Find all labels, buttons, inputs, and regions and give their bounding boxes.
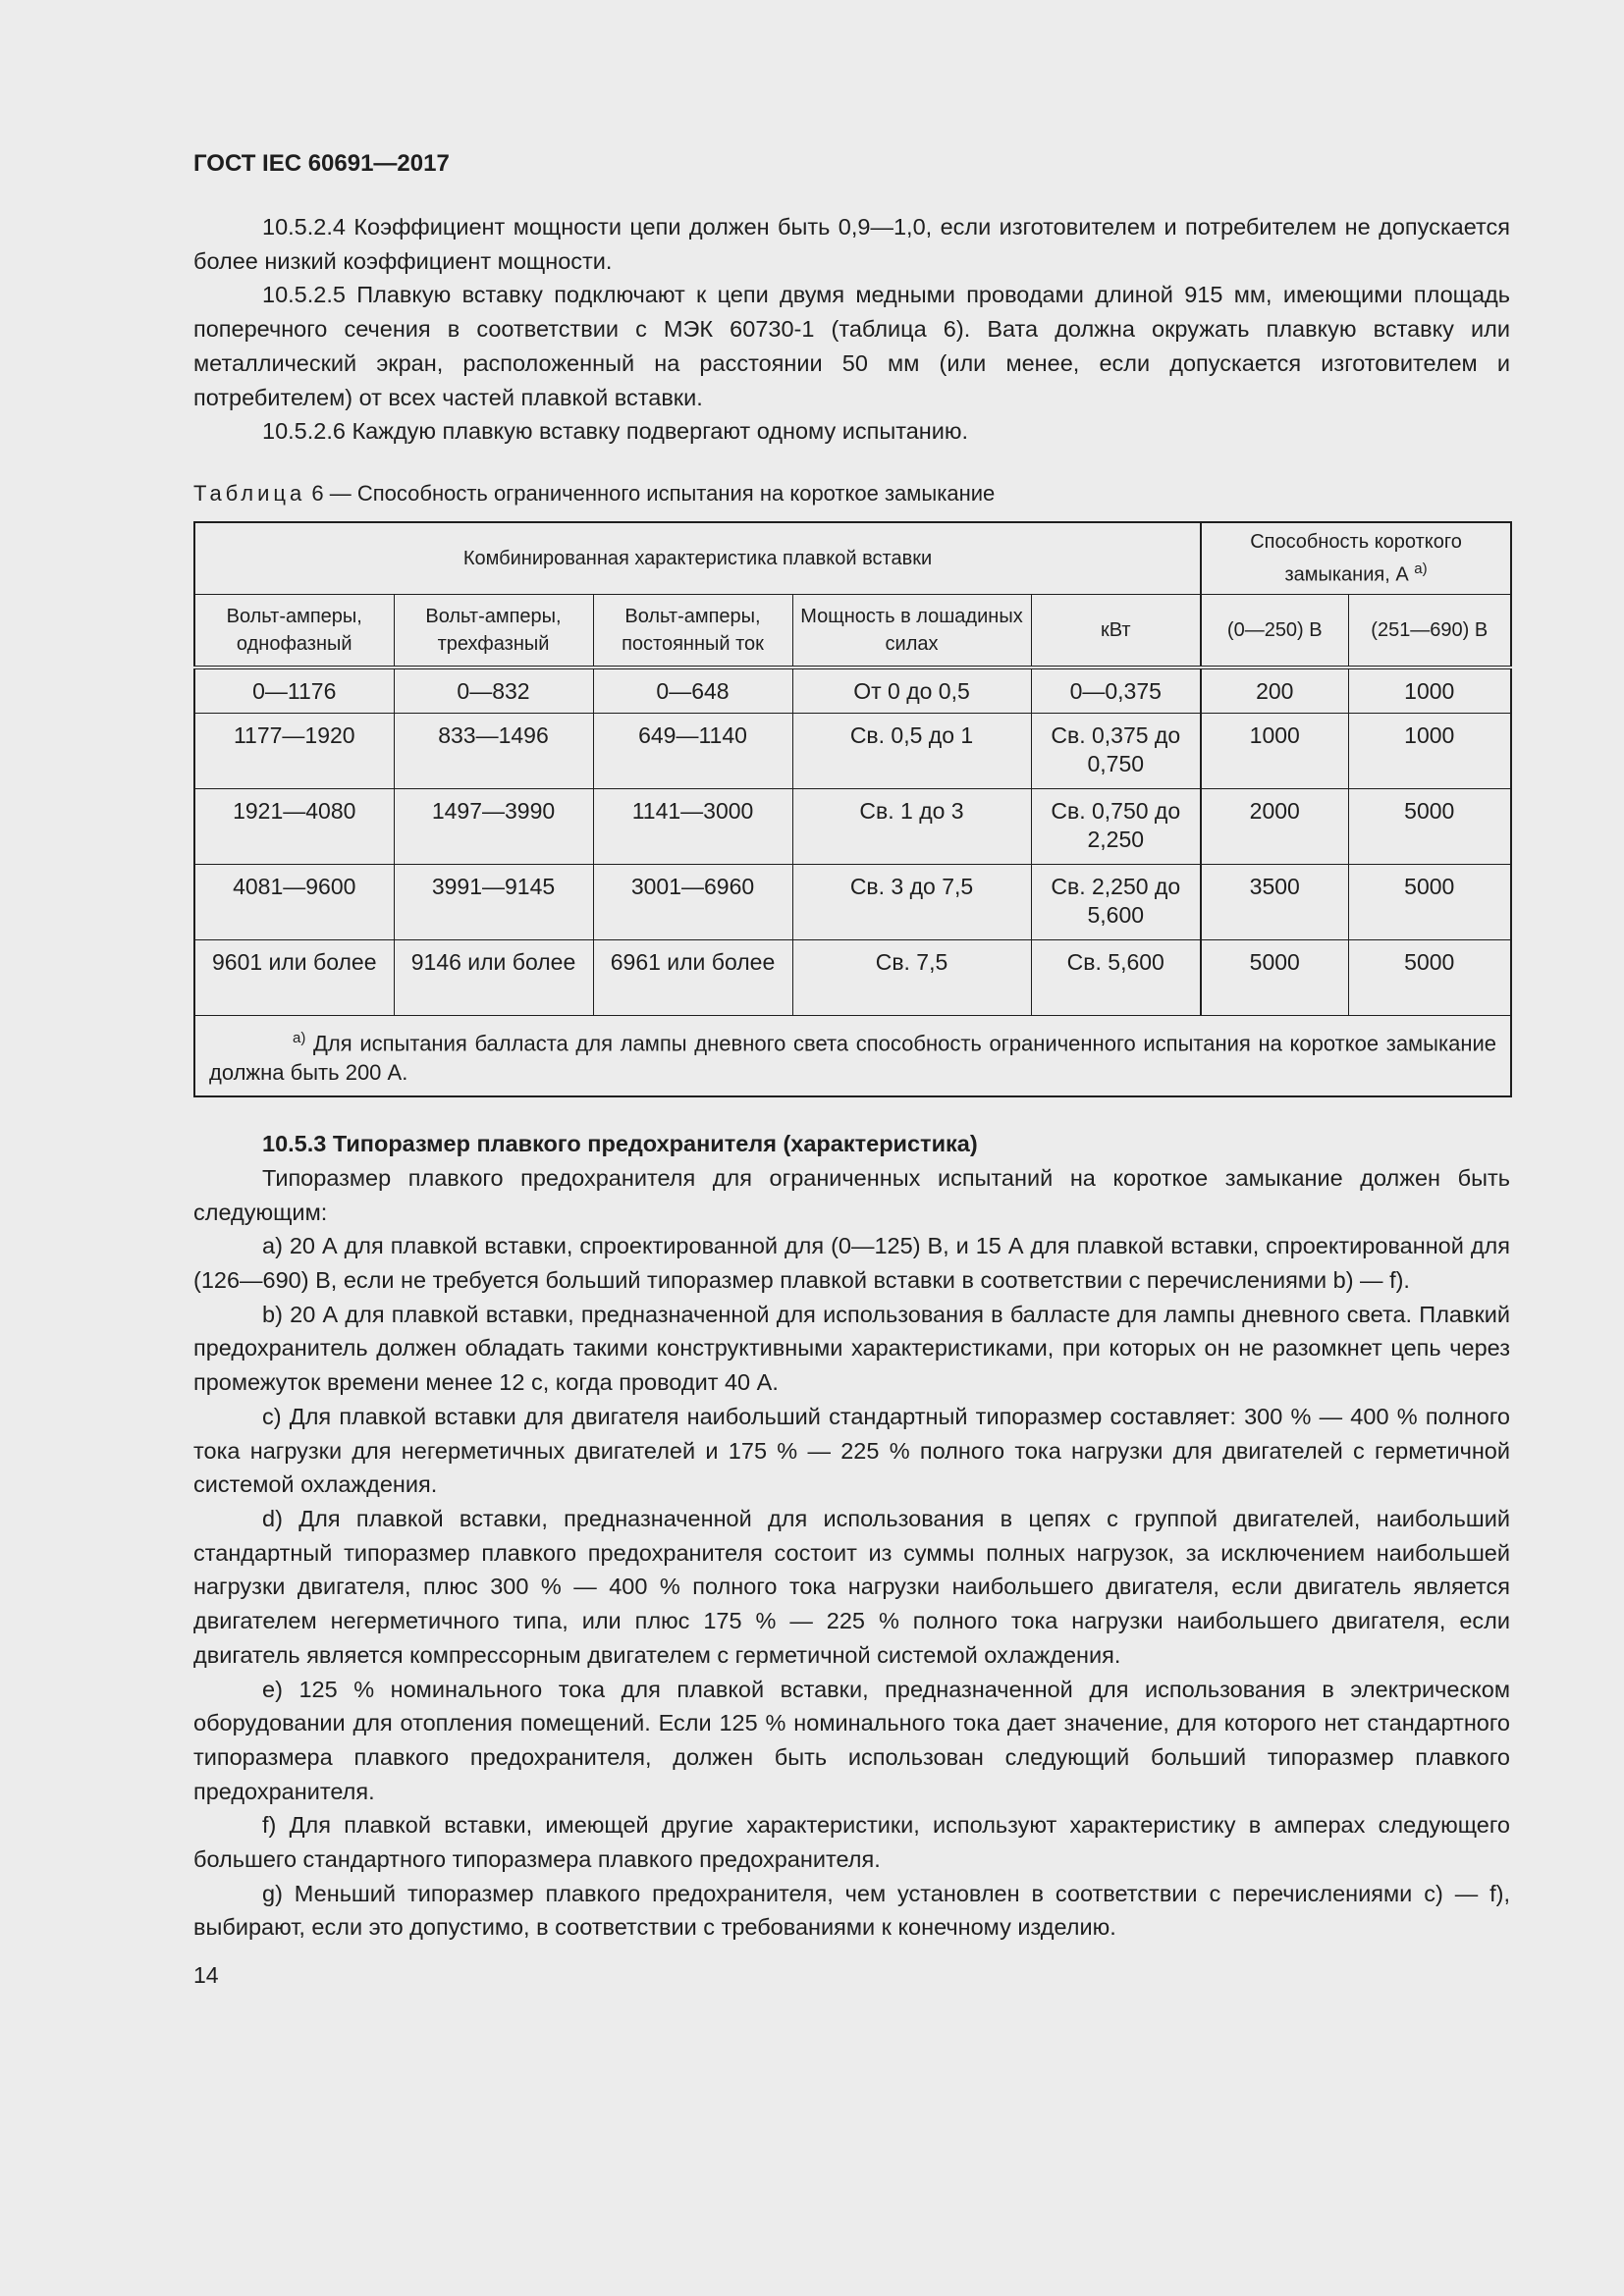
table-cell: 0—1176	[194, 667, 394, 714]
paragraph-intro: Типоразмер плавкого предохранителя для ограниченных испытаний на короткое замыкание должен быть следующим:	[193, 1164, 1510, 1225]
column-header: Вольт-амперы, однофазный	[194, 594, 394, 667]
footnote-mark: а)	[293, 1029, 306, 1046]
table-cell: 649—1140	[593, 713, 792, 788]
column-header: Мощность в лошадиных силах	[792, 594, 1031, 667]
table-cell: 2000	[1201, 788, 1348, 864]
table-cell: 4081—9600	[194, 864, 394, 939]
table-row	[194, 864, 1511, 939]
table-cell: Св. 1 до 3	[792, 788, 1031, 864]
document-page	[193, 147, 1510, 1990]
table-footnote-row	[194, 1015, 1511, 1096]
table-cell: Св. 0,750 до 2,250	[1031, 788, 1201, 864]
table-cell: 5000	[1348, 939, 1511, 1015]
document-header: ГОСТ IEC 60691—2017	[193, 150, 450, 177]
table-cell: Св. 5,600	[1031, 939, 1201, 1015]
table-caption	[193, 478, 1510, 509]
group-header-short-circuit-text: Способность короткого замыкания, А	[1250, 531, 1462, 586]
table-cell: 200	[1201, 667, 1348, 714]
table-caption-word: Таблица	[193, 480, 306, 506]
table-cell: 5000	[1348, 788, 1511, 864]
table-cell: Св. 0,5 до 1	[792, 713, 1031, 788]
table-cell: 3001—6960	[593, 864, 792, 939]
list-item-b: b) 20 А для плавкой вставки, предназначенной для использования в балласте для лампы дневного света. Плавкий предохранитель должен обладать такими конструктивными характеристиками, при которых он не разомкнет цепь через промежуток времени менее 12 с, когда проводит 40 А.	[193, 1301, 1510, 1396]
table-cell: 1000	[1348, 713, 1511, 788]
list-item-c: c) Для плавкой вставки для двигателя наибольший стандартный типоразмер составляет: 300 % — 400 % полного тока нагрузки для негерметичных двигателей и 175 % — 225 % полного тока нагрузки для двигателей с герметичной системой охлаждения.	[193, 1403, 1510, 1498]
group-header-fuse-characteristic: Комбинированная характеристика плавкой вставки	[194, 522, 1201, 595]
list-item-g: g) Меньший типоразмер плавкого предохранителя, чем установлен в соответствии с перечислениями c) — f), выбирают, если это допустимо, в соответствии с требованиями к конечному изделию.	[193, 1880, 1510, 1941]
table-cell: Св. 2,250 до 5,600	[1031, 864, 1201, 939]
section-title-10-5-3: 10.5.3 Типоразмер плавкого предохранителя (характеристика)	[262, 1131, 978, 1157]
table-cell: 1000	[1348, 667, 1511, 714]
table-cell: Св. 7,5	[792, 939, 1031, 1015]
paragraph-10-5-2-6: 10.5.2.6 Каждую плавкую вставку подвергают одному испытанию.	[262, 418, 969, 445]
table-cell: 0—832	[394, 667, 593, 714]
table-caption-text: 6 — Способность ограниченного испытания на короткое замыкание	[311, 480, 996, 506]
table-cell: 0—648	[593, 667, 792, 714]
group-header-footnote-mark: а)	[1414, 561, 1428, 578]
column-header: (251—690) В	[1348, 594, 1511, 667]
table-row	[194, 788, 1511, 864]
table-cell: Св. 3 до 7,5	[792, 864, 1031, 939]
list-item-a: a) 20 А для плавкой вставки, спроектированной для (0—125) В, и 15 А для плавкой вставки, спроектированной для (126—690) В, если не требуется больший типоразмер плавкой вставки в соответствии с перечислениями b) — f).	[193, 1233, 1510, 1294]
table-cell: 1497—3990	[394, 788, 593, 864]
table-cell: 5000	[1348, 864, 1511, 939]
page-number: 14	[193, 1962, 219, 1989]
table-cell: 6961 или более	[593, 939, 792, 1015]
footnote-text: Для испытания балласта для лампы дневного света способность ограниченного испытания на короткое замыкание должна быть 200 А.	[209, 1031, 1497, 1086]
column-header: Вольт-амперы, постоянный ток	[593, 594, 792, 667]
table-cell: 5000	[1201, 939, 1348, 1015]
table-cell: 833—1496	[394, 713, 593, 788]
column-header: Вольт-амперы, трехфазный	[394, 594, 593, 667]
column-header: кВт	[1031, 594, 1201, 667]
table-row	[194, 667, 1511, 714]
table-cell: 9146 или более	[394, 939, 593, 1015]
table-cell: Св. 0,375 до 0,750	[1031, 713, 1201, 788]
list-item-d: d) Для плавкой вставки, предназначенной для использования в цепях с группой двигателей, наибольший стандартный типоразмер плавкого предохранителя состоит из суммы полных нагрузок, за исключением наибольшей нагрузки двигателя, плюс 300 % — 400 % полного тока нагрузки наибольшего двигателя, если двигатель является двигателем негерметичного типа, или плюс 175 % — 225 % полного тока нагрузки наибольшего двигателя, если двигатель является компрессорным двигателем с герметичной системой охлаждения.	[193, 1505, 1510, 1668]
group-header-short-circuit-capacity	[1201, 522, 1511, 595]
table-cell: 3991—9145	[394, 864, 593, 939]
paragraph-10-5-2-5: 10.5.2.5 Плавкую вставку подключают к цепи двумя медными проводами длиной 915 мм, имеющими площадь поперечного сечения в соответствии с МЭК 60730-1 (таблица 6). Вата должна окружать плавкую вставку или металлический экран, расположенный на расстоянии 50 мм (или менее, если допускается изготовителем и потребителем) от всех частей плавкой вставки.	[193, 282, 1510, 410]
table-cell: 1177—1920	[194, 713, 394, 788]
table-cell: 0—0,375	[1031, 667, 1201, 714]
paragraph-10-5-2-4: 10.5.2.4 Коэффициент мощности цепи должен быть 0,9—1,0, если изготовителем и потребителем не допускается более низкий коэффициент мощности.	[193, 214, 1510, 274]
list-item-e: e) 125 % номинального тока для плавкой вставки, предназначенной для использования в электрическом оборудовании для отопления помещений. Если 125 % номинального тока дает значение, для которого нет стандартного типоразмера плавкого предохранителя, должен быть использован следующий больший типоразмер плавкого предохранителя.	[193, 1676, 1510, 1804]
table-cell: 1000	[1201, 713, 1348, 788]
table-cell: 1921—4080	[194, 788, 394, 864]
list-item-f: f) Для плавкой вставки, имеющей другие характеристики, используют характеристику в амперах следующего большего стандартного типоразмера плавкого предохранителя.	[193, 1812, 1510, 1873]
table-row	[194, 713, 1511, 788]
table-cell: 9601 или более	[194, 939, 394, 1015]
column-header: (0—250) В	[1201, 594, 1348, 667]
short-circuit-table	[193, 521, 1512, 1097]
table-cell: 1141—3000	[593, 788, 792, 864]
table-cell: От 0 до 0,5	[792, 667, 1031, 714]
table-cell: 3500	[1201, 864, 1348, 939]
table-footnote	[194, 1015, 1511, 1096]
table-row	[194, 939, 1511, 1015]
